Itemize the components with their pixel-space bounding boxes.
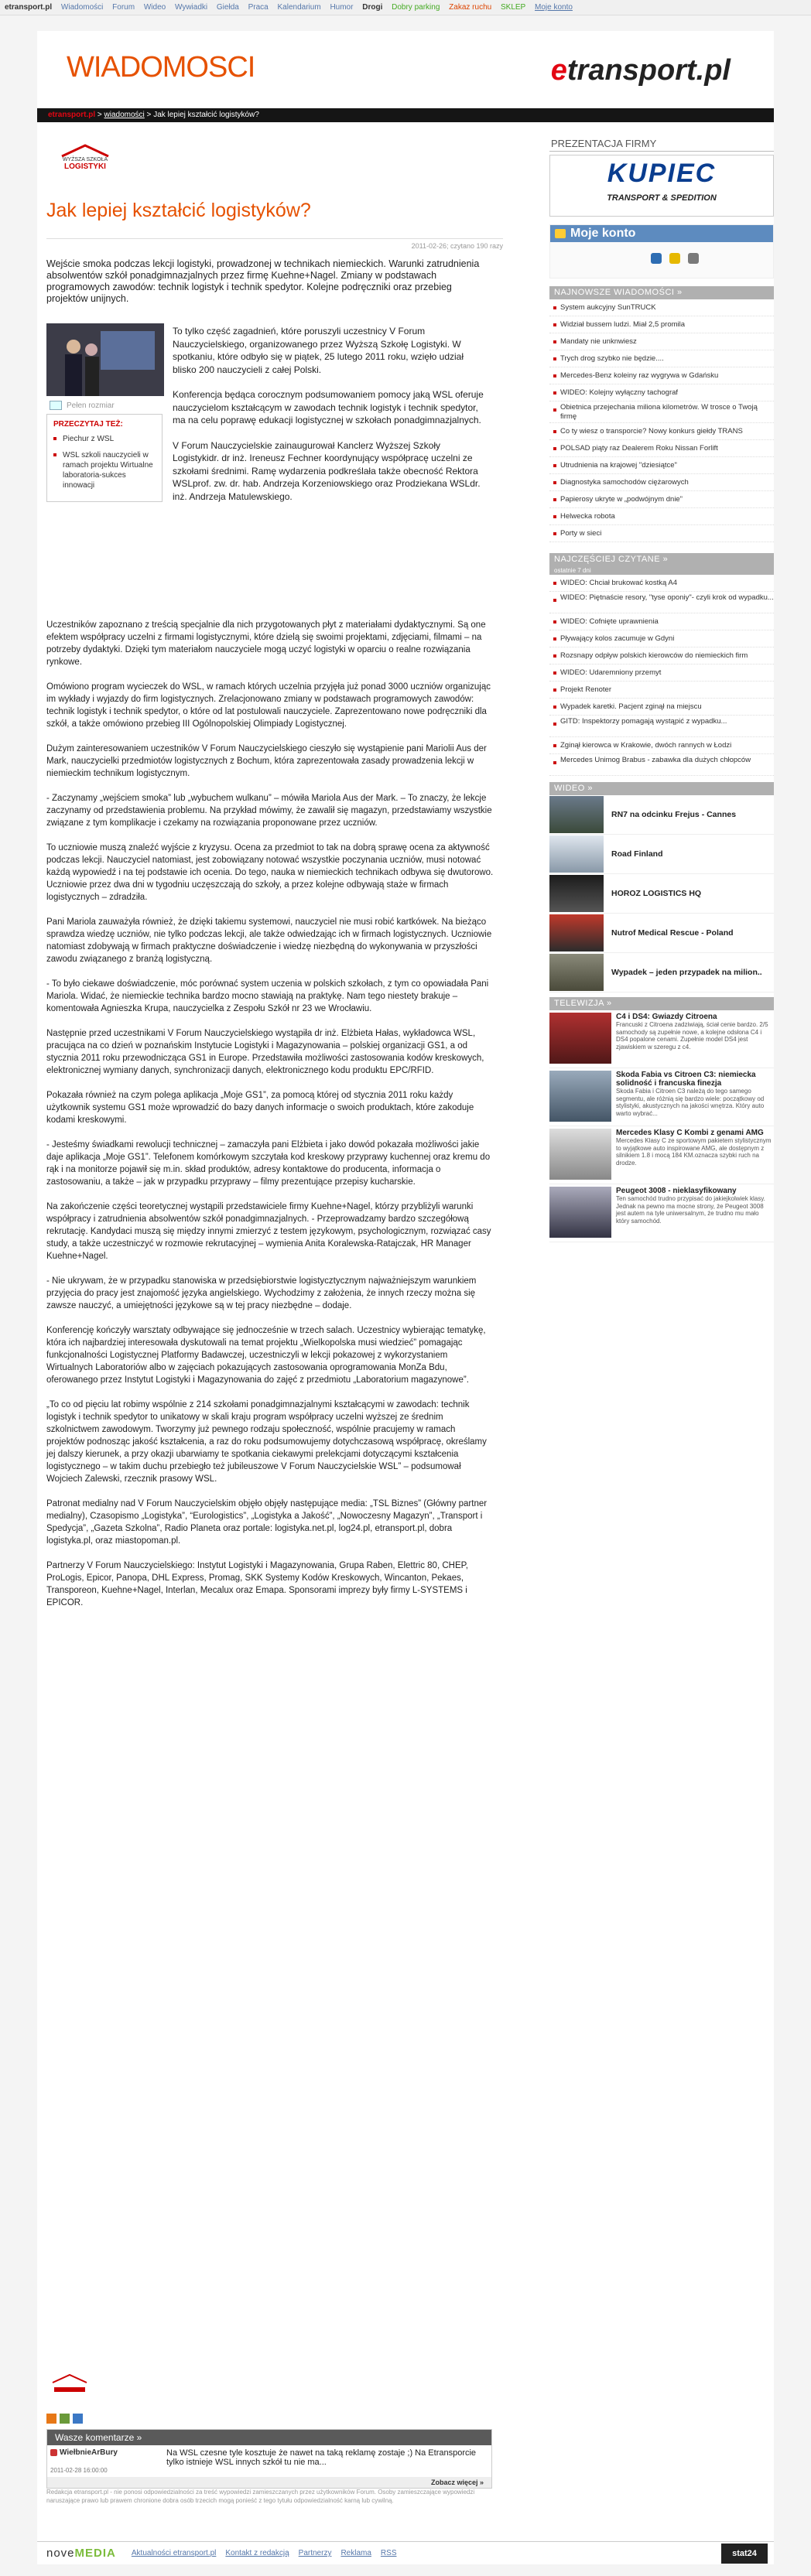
video-title: Nutrof Medical Rescue - Poland — [611, 928, 734, 938]
account-icons — [550, 242, 773, 264]
news-item[interactable]: Widział bussem ludzi. Miał 2,5 promila — [549, 316, 774, 333]
tv-desc: Francuski z Citroena zadziwiają, ściał cenie bardzo. 2/5 samochody są zupełnie nowe, a kolejne odsłona C4 i DS4 popalone cenami. Zupełnie model DS4 jest zjawiskiem w szeregu z c4. — [616, 1021, 768, 1051]
zoom-icon — [50, 401, 62, 410]
site-logo[interactable] — [551, 54, 731, 87]
article-paragraph: Omówiono program wycieczek do WSL, w ramach których uczelnia przyjęła już ponad 3000 uczniów organizując im wykłady i wyjazdy do firm logistycznych. Zrelacjonowano zmiany w podstawach programowych zawodów: technik logistyk i technik spedytor, o które od lat postulowali nauczyciele. Zaprezentowano nowe podręczniki dla szkół, a także omówiono przebieg III Ogólnopolskiej Olimpiady Logistycznej. — [46, 682, 491, 729]
article-paragraph: Następnie przed uczestnikami V Forum Nauczycielskiego wystąpiła dr inż. Elżbieta Hałas, wykładowca WSL, pracująca na co dzień w poznańskim Instytucie Logistyki i Magazynowania – polskiej organizacji GS1, a od stycznia 2011 roku przewodnicząca GS1 in Europe. Przedstawiła możliwości zastosowania kodów kreskowych, elektronicznej wymiany danych, synchronizacji danych, elektronicznego kodu produktu EPC/RFID. — [46, 1029, 484, 1075]
novemedia-logo[interactable] — [46, 2547, 116, 2560]
read-item[interactable]: Mercedes Unimog Brabus - zabawka dla dużych chłopców — [549, 754, 774, 776]
article-paragraph: To tylko część zagadnień, które poruszyli uczestnicy V Forum Nauczycielskiego, organizowanego przez Wyższą Szkołę Logistyki. W spotkaniu, które odbyło się w piątek, 25 lutego 2011 roku, wzięło udział blisko 200 nauczycieli z całej Polski. — [173, 326, 464, 375]
read-item[interactable]: Rozsnapy odpływ polskich kierowców do niemieckich firm — [549, 647, 774, 664]
news-item[interactable]: Helwecka robota — [549, 508, 774, 525]
article-paragraph: Dużym zainteresowaniem uczestników V Forum Nauczycielskiego cieszyło się wystąpienie pani Mariolii Aus der Mark, nauczycielki przedmiotów logistycznych z Bochum, która zaprezentowała zasady prowadzenia lekcji w niemieckim technikum logistycznym. — [46, 744, 487, 778]
article-intro — [173, 325, 488, 515]
facebook-icon[interactable] — [73, 2414, 83, 2424]
key-icon[interactable] — [669, 253, 680, 264]
video-thumbnail — [549, 835, 604, 873]
novemedia-logo-1: nove — [46, 2547, 75, 2560]
article-paragraph: Uczestników zapoznano z treścią specjalnie dla nich przygotowanych płyt z materiałami dydaktycznymi. Są one efektem współpracy uczelni z firmami logistycznymi, które dzielą się swoimi projektami, zdjęciami, filmami – na potrzeby dydaktyki. Dzięki tym materiałom nauczyciele mogą uczyć logistyki w oparciu o realne rozwiązania rynkowe. — [46, 620, 486, 667]
article-paragraph: Pani Mariola zauważyła również, że dzięki takiemu systemowi, nauczyciel nie musi robić kartkówek. Na bieżąco sprawdza wiedzę uczniów, nie tylko podczas lekcji, ale także odwiedzając ich w firmach logistycznych. Uczniowie natomiast zdobywają w firmach praktyczne doświadczenie i wiedzę niezbędną do wykonywania w przyszłości zawodu związanego z branżą logistyczną. — [46, 917, 492, 964]
topnav-link[interactable]: SKLEP — [500, 3, 526, 12]
video-item[interactable] — [549, 953, 774, 992]
full-size-label: Pełen rozmiar — [67, 401, 115, 410]
site-logo-e: e — [550, 54, 567, 87]
tv-desc: Mercedes Klasy C ze sportowym pakietem stylistycznym to wyjątkowe auto inspirowane AMG, ale dostępnym z silnikiem 1.8 i mocą 184 KM.oznacza szybki ruch na drodze. — [616, 1137, 772, 1167]
breadcrumb-home[interactable]: etransport.pl — [48, 111, 96, 119]
most-read-sub: ostatnie 7 dni — [549, 566, 774, 575]
rss-share-icon[interactable] — [46, 2414, 56, 2424]
latest-news-list — [549, 299, 774, 542]
article-meta: 2011-02-26; czytano 190 razy — [46, 238, 503, 250]
breadcrumb-sep: > — [95, 111, 104, 119]
article-paragraph: - Jesteśmy świadkami rewolucji technicznej – zamaczyła pani Elżbieta i jako dowód pokazała możliwości jakie daje aplikacja „Moje GS1”. Telefonem komórkowym szczytała kod kreskowy przyprawy kuchennej oraz kremu do rąk i na monitorze pojawił się m.in. skład produktów, adresy kontaktowe do producenta, informacja o zastosowaniu, a także – jak w przypadku przyprawy – filmy prezentujące przepisy kucharskie. — [46, 1140, 491, 1187]
user-icon[interactable] — [651, 253, 662, 264]
tv-item[interactable] — [549, 1068, 774, 1126]
video-item[interactable] — [549, 835, 774, 874]
read-item[interactable]: WIDEO: Cofnięte uprawnienia — [549, 613, 774, 630]
read-item[interactable]: Projekt Renoter — [549, 682, 774, 699]
novemedia-logo-2: MEDIA — [74, 2547, 116, 2560]
article-body — [46, 619, 494, 1621]
footer-link[interactable]: RSS — [380, 2549, 397, 2557]
breadcrumb — [37, 108, 774, 122]
related-link[interactable]: Piechur z WSL — [53, 434, 156, 444]
share-icons — [46, 2414, 83, 2424]
tv-desc: Ten samochód trudno przypisać do jakiejkolwiek klasy. Jednak na pewno ma mocne strony, że Peugeot 3008 jest autem na tyle uniwersalnym, że trudno mu mało który samochód. — [616, 1195, 765, 1225]
topnav-link[interactable]: Drogi — [362, 3, 383, 12]
comment-user[interactable]: WiełbnieArBury — [50, 2448, 166, 2467]
news-item[interactable]: Porty w sieci — [549, 525, 774, 542]
topnav-link[interactable]: Moje konto — [535, 3, 573, 12]
video-item[interactable] — [549, 874, 774, 914]
related-link[interactable]: WSL szkoli nauczycieli w ramach projektu Wirtualne laboratoria-sukces innowacji — [53, 450, 156, 490]
main-content — [46, 139, 503, 2530]
kupiec-sub: TRANSPORT & SPEDITION — [607, 193, 717, 203]
video-title: Wypadek – jeden przypadek na milion.. — [611, 967, 762, 977]
topnav-link[interactable]: Humor — [330, 3, 354, 12]
topnav-link[interactable]: etransport.pl — [5, 3, 53, 12]
topnav-link[interactable]: Wywiadki — [174, 3, 208, 12]
read-item[interactable]: WIDEO: Udaremniony przemyt — [549, 664, 774, 682]
tv-title: Mercedes Klasy C Kombi z genami AMG — [616, 1129, 764, 1137]
photo-scene — [46, 323, 164, 396]
article-photo[interactable] — [46, 323, 164, 396]
article-paragraph: „To co od pięciu lat robimy wspólnie z 214 szkołami ponadgimnazjalnymi kształcącymi w zawodach: technik logistyk i technik spedytor to unikatowy w skali kraju program współpracy uczelni wyższej ze średnim szkolnictwem zawodowym. Tworzymy już pewnego rodzaju społeczność, wspólnie pracujemy w ramach projektów podnosząc jakość kształcenia, a raz do roku podsumowujemy dotychczasową współpracę, określamy jej dalszy kierunek, a przy okazji ubarwiamy te spotkania ciekawymi prelekcjami dotyczącymi kształcenia logistycznego – w takim duchu przebiegło też jubileuszowe V Forum Nauczycielskie WSL” – podsumował Wojciech Zalewski, rzecznik prasowy WSL. — [46, 1400, 487, 1484]
article-paragraph: Konferencja będąca corocznym podsumowaniem pomocy jaką WSL oferuje nauczycielom kształcącym w zawodach technik logistyk i technik spedytor, ma na celu poprawę edukacji logistycznej w szkołach ponadgimnazjalnych. — [173, 389, 484, 425]
account-box — [549, 224, 774, 278]
topnav-link[interactable]: Praca — [248, 3, 269, 12]
more-comments-link[interactable]: Zobacz więcej » — [47, 2477, 491, 2488]
full-size-link[interactable] — [46, 401, 170, 410]
top-nav-bar — [0, 0, 811, 15]
article-paragraph: - To było ciekawe doświadczenie, móc porównać system uczenia w polskich szkołach, z tym co opowiadała Pani Mariola. Widać, że niemieckie technika bardzo mocno stawiają na praktykę. Nam tego niestety brakuje – komentowała Agnieszka Krupa, nauczycielka z Zespołu Szkół nr 23 we Wrocławiu. — [46, 979, 489, 1013]
video-thumbnail — [549, 875, 604, 912]
related-heading: PRZECZYTAJ TEŻ: — [53, 420, 123, 429]
video-item[interactable] — [549, 795, 774, 835]
news-item[interactable]: Diagnostyka samochodów ciężarowych — [549, 474, 774, 491]
stat24-badge[interactable]: stat24 — [721, 2544, 768, 2564]
video-item[interactable] — [549, 914, 774, 953]
company-promo[interactable] — [549, 155, 774, 217]
article-title: Jak lepiej kształcić logistyków? — [46, 200, 311, 221]
article-paragraph: V Forum Nauczycielskie zainaugurował Kanclerz Wyższej Szkoły Logistykidr. dr inż. Ireneusz Fechner koordynujący współpracę uczelni ze szkołami średnimi. Ramę wydarzenia podkreślała także obecność Rektora WSLprof. zw. dr. hab. Andrzeja Korzeniowskiego oraz Prodziekana WSLdr. inż. Andrzeja Matulewskiego. — [173, 439, 481, 502]
school-logo-small — [46, 2370, 93, 2401]
news-item[interactable]: Obietnica przejechania miliona kilometrów. W trosce o Twoją firmę — [549, 401, 774, 423]
tv-thumbnail — [549, 1013, 611, 1064]
topnav-link[interactable]: Wideo — [143, 3, 166, 12]
article-paragraph: To uczniowie muszą znaleźć wyjście z kryzysu. Ocena za przedmiot to tak na dobrą sprawę ocena za aktywność podczas lekcji. Nauczyciel natomiast, jest zobowiązany notować wszystkie poczynania uczniów, musi notować każdą wypowiedź i na tej podstawie ich ocenia. Do tego, nauka w niemieckich technikach odbywa się dwutorowo. Uczniowie przez dwa dni w tygodniu uczęszczają do szkoły, a przez kolejne odbywają staże w firmach logistycznych – zdradziła. — [46, 843, 494, 902]
article-paragraph: - Nie ukrywam, że w przypadku stanowiska w przedsiębiorstwie logistycztycznym najważniejszym warunkiem przyjęcia do pracy jest znajomość języka angielskiego. Wychodzimy z założenia, że innych rzeczy można się zawsze nauczyć, a umiejętności językowe są w tej pracy niezbędne – dodaje. — [46, 1276, 477, 1310]
topnav-link[interactable]: Kalendarium — [277, 3, 321, 12]
tv-thumbnail — [549, 1071, 611, 1122]
comments-header[interactable]: Wasze komentarze » — [47, 2430, 491, 2445]
breadcrumb-sep: > — [144, 111, 154, 119]
news-item[interactable]: Mercedes-Benz koleiny raz wygrywa w Gdańsku — [549, 367, 774, 384]
article-paragraph: Na zakończenie części teoretycznej wystąpili przedstawiciele firmy Kuehne+Nagel, którzy przybliżyli warunki współpracy i zatrudnienia absolwentów szkół ponadgimnazjalnych. - Przeprowadzamy bardzo szczegółową rekrutację. Kandydaci muszą się między innymi zmierzyć z testem językowym, psychologicznym, rozwiązać casy study, a także uczestniczyć w rozmowie rekrutacyjnej – wymienia Anita Koralewska-Ratajczak, HR Manager Kuehne+Nagel. — [46, 1202, 491, 1261]
most-read-list — [549, 575, 774, 776]
video-header[interactable]: WIDEO » — [549, 782, 774, 795]
video-thumbnail — [549, 914, 604, 951]
news-item[interactable]: Utrudnienia na krajowej "dziesiątce" — [549, 457, 774, 474]
news-item[interactable]: System aukcyjny SunTRUCK — [549, 299, 774, 316]
video-thumbnail — [549, 796, 604, 833]
school-logo-line1: WYŻSZA SZKOŁA — [62, 157, 108, 162]
comment — [47, 2445, 491, 2467]
tv-item[interactable] — [549, 1126, 774, 1184]
news-item[interactable]: Trych drog szybko nie będzie.... — [549, 350, 774, 367]
header — [37, 31, 774, 108]
site-logo-text: transport.pl — [566, 54, 731, 87]
tv-item[interactable] — [549, 1010, 774, 1068]
video-title: HOROZ LOGISTICS HQ — [611, 888, 702, 898]
footer-link[interactable]: Kontakt z redakcją — [225, 2549, 289, 2557]
read-item[interactable]: WIDEO: Chciał brukować kostką A4 — [549, 575, 774, 592]
tv-title: C4 i DS4: Gwiazdy Citroena — [616, 1013, 717, 1021]
read-item[interactable]: Pływający kolos zacumuje w Gdyni — [549, 630, 774, 647]
footer-link[interactable]: Aktualności etransport.pl — [131, 2549, 217, 2557]
read-item[interactable]: Zginął kierowca w Krakowie, dwóch rannych w Łodzi — [549, 737, 774, 754]
topnav-link[interactable]: Wiadomości — [60, 3, 104, 12]
topnav-link[interactable]: Dobry parking — [392, 3, 440, 12]
breadcrumb-news[interactable]: wiadomości — [104, 111, 145, 119]
footer-link[interactable]: Reklama — [340, 2549, 371, 2557]
account-header[interactable]: Moje konto — [550, 225, 773, 242]
tv-header[interactable]: TELEWIZJA » — [549, 997, 774, 1010]
sidebar — [549, 138, 774, 1242]
comment-text: Na WSL czesne tyle kosztuje że nawet na taką reklamę zostaje ;) Na Etransporcie tylko istnieje WSL innych szkół tu nie ma... — [166, 2448, 477, 2467]
article-paragraph: Partnerzy V Forum Nauczycielskiego: Instytut Logistyki i Magazynowania, Grupa Raben, Elettric 80, CHEP, ProLogis, Epicor, Panopa, DHL Express, Promag, SKK Systemy Kodów Kreskowych, Wincanton, Pekaes, Transporeon, Kuehne+Nagel, Interlan, Mecalux oraz Emapa. Sponsorami imprezy były firmy L-SYSTEMS i EPICOR. — [46, 1561, 468, 1607]
article-paragraph: Konferencję kończyły warsztaty odbywające się jednocześnie w trzech salach. Uczestnicy wybierając tematykę, która ich najbardziej interesowała dyskutowali na temat projektu „Wielkopolska musi wiedzieć” pomagając funkcjonalności Logistycznej Platformy Badawczej, uczestniczyli w lekcji pokazowej z wykorzystaniem Wirtualnych Laboratoriów albo w zajęciach pokazujących zastosowania oprogramowania MonZa Bdu, oferowanego przez Instytut Logistyki i Magazynowania do zajęć z przedmiotu „Laboratorium magazynowe”. — [46, 1326, 486, 1385]
school-logo-line2: LOGISTYKI — [64, 162, 106, 171]
most-read-header[interactable]: NAJCZĘŚCIEJ CZYTANE » — [549, 553, 774, 566]
article-paragraph: Pokazała również na czym polega aplikacja „Moje GS1”, za pomocą której od stycznia 2011 roku każdy użytkownik systemu GS1 może wprowadzić do bazy danych informacje o swoich produktach, które zakoduje kodami kreskowymi. — [46, 1091, 474, 1125]
school-logo[interactable] — [46, 139, 124, 183]
page-container — [37, 31, 774, 2541]
article-photo-block — [46, 323, 170, 410]
video-title: Road Finland — [611, 849, 663, 859]
topnav-link[interactable]: Zakaz ruchu — [449, 3, 492, 12]
article-lead: Wejście smoka podczas lekcji logistyki, prowadzonej w technikach niemieckich. Warunki zatrudnienia absolwentów szkół ponadgimnazjalnych przez firmę Kuehne+Nagel. Zmiany w podstawach programowych zawodów: technik logistyk i technik spedytor. Kolejne podręczniki oraz przebieg projektów unijnych. — [46, 258, 480, 304]
school-logo-small-graphic — [46, 2370, 93, 2401]
kupiec-name: KUPIEC — [607, 159, 717, 188]
tv-title: Skoda Fabia vs Citroen C3: niemiecka solidność i francuska finezja — [616, 1071, 756, 1088]
news-item[interactable]: WIDEO: Kolejny wyłączny tachograf — [549, 384, 774, 401]
tv-thumbnail — [549, 1129, 611, 1180]
tv-item[interactable] — [549, 1184, 774, 1242]
video-title: RN7 na odcinku Frejus - Cannes — [611, 809, 737, 819]
news-item[interactable]: Mandaty nie unknwiesz — [549, 333, 774, 350]
latest-news-header[interactable]: NAJNOWSZE WIADOMOŚCI » — [549, 286, 774, 299]
topnav-link[interactable]: Forum — [112, 3, 135, 12]
settings-icon[interactable] — [688, 253, 699, 264]
comments-box — [46, 2429, 492, 2489]
breadcrumb-current: Jak lepiej kształcić logistyków? — [153, 111, 259, 119]
comment-date: 2011-02-28 16:00:00 — [50, 2467, 108, 2474]
print-icon[interactable] — [60, 2414, 70, 2424]
related-articles — [46, 414, 163, 502]
article-paragraph: - Zaczynamy „wejściem smoka” lub „wybuchem wulkanu” – mówiła Mariola Aus der Mark. – To znaczy, że lekcje zaczynamy od przedstawienia problemu. Na przykład mówimy, że zawalił się magazyn, przedstawiamy wszystkie związane z tym komplikacje i czekamy na rozwiązania proponowane przez uczniów. — [46, 794, 492, 828]
news-item[interactable]: POLSAD piąty raz Dealerem Roku Nissan Forlift — [549, 440, 774, 457]
kupiec-logo — [607, 161, 717, 210]
footer — [37, 2541, 774, 2564]
tv-desc: Skoda Fabia i Citroen C3 należą do tego samego segmentu, ale różnią się bardzo wiele: początkowy od stylistyki, akustycznych na jakości wnętrza. Który auto warto wybrać... — [616, 1088, 765, 1117]
video-thumbnail — [549, 954, 604, 991]
topnav-link[interactable]: Giełda — [216, 3, 239, 12]
tv-thumbnail — [549, 1187, 611, 1238]
news-item[interactable]: Co ty wiesz o transporcie? Nowy konkurs giełdy TRANS — [549, 423, 774, 440]
read-item[interactable]: Wypadek karetki. Pacjent zginął na miejscu — [549, 699, 774, 716]
news-item[interactable]: Papierosy ukryte w „podwójnym dnie” — [549, 491, 774, 508]
footer-link[interactable]: Partnerzy — [298, 2549, 332, 2557]
disclaimer: Redakcja etransport.pl - nie ponosi odpowiedzialności za treść wypowiedzi zamieszczanych przez użytkowników Forum. Osoby zamieszczające wypowiedzi naruszające prawo lub prawem chronione dobra osób trzecich mogą ponieść z tego tytułu odpowiedzialność karną lub cywilną. — [46, 2489, 475, 2504]
read-item[interactable]: GITD: Inspektorzy pomagają wystąpić z wypadku... — [549, 716, 774, 737]
section-logo[interactable]: WIADOMOSCI — [67, 51, 255, 84]
article-paragraph: Patronat medialny nad V Forum Nauczycielskim objęło objęły następujące media: „TSL Biznes” (Główny partner medialny), Czasopismo „Logistyka”, “Eurologistics”, „Logistyka a Jakość”, „Nowoczesny Magazyn”, „Transport i Spedycja”, „Gazeta Szkolna”, Radio Planeta oraz portale: logistyka.net.pl, log24.pl, etransport.pl, dobra logistyka.pl, oraz miastopoman.pl. — [46, 1499, 488, 1546]
tv-title: Peugeot 3008 - nieklasyfikowany — [616, 1187, 737, 1195]
read-item[interactable]: WIDEO: Piętnaście resory, "tyse oponiy"- czyli krok od wypadku... — [549, 592, 774, 613]
promo-heading: PREZENTACJA FIRMY — [549, 138, 774, 152]
